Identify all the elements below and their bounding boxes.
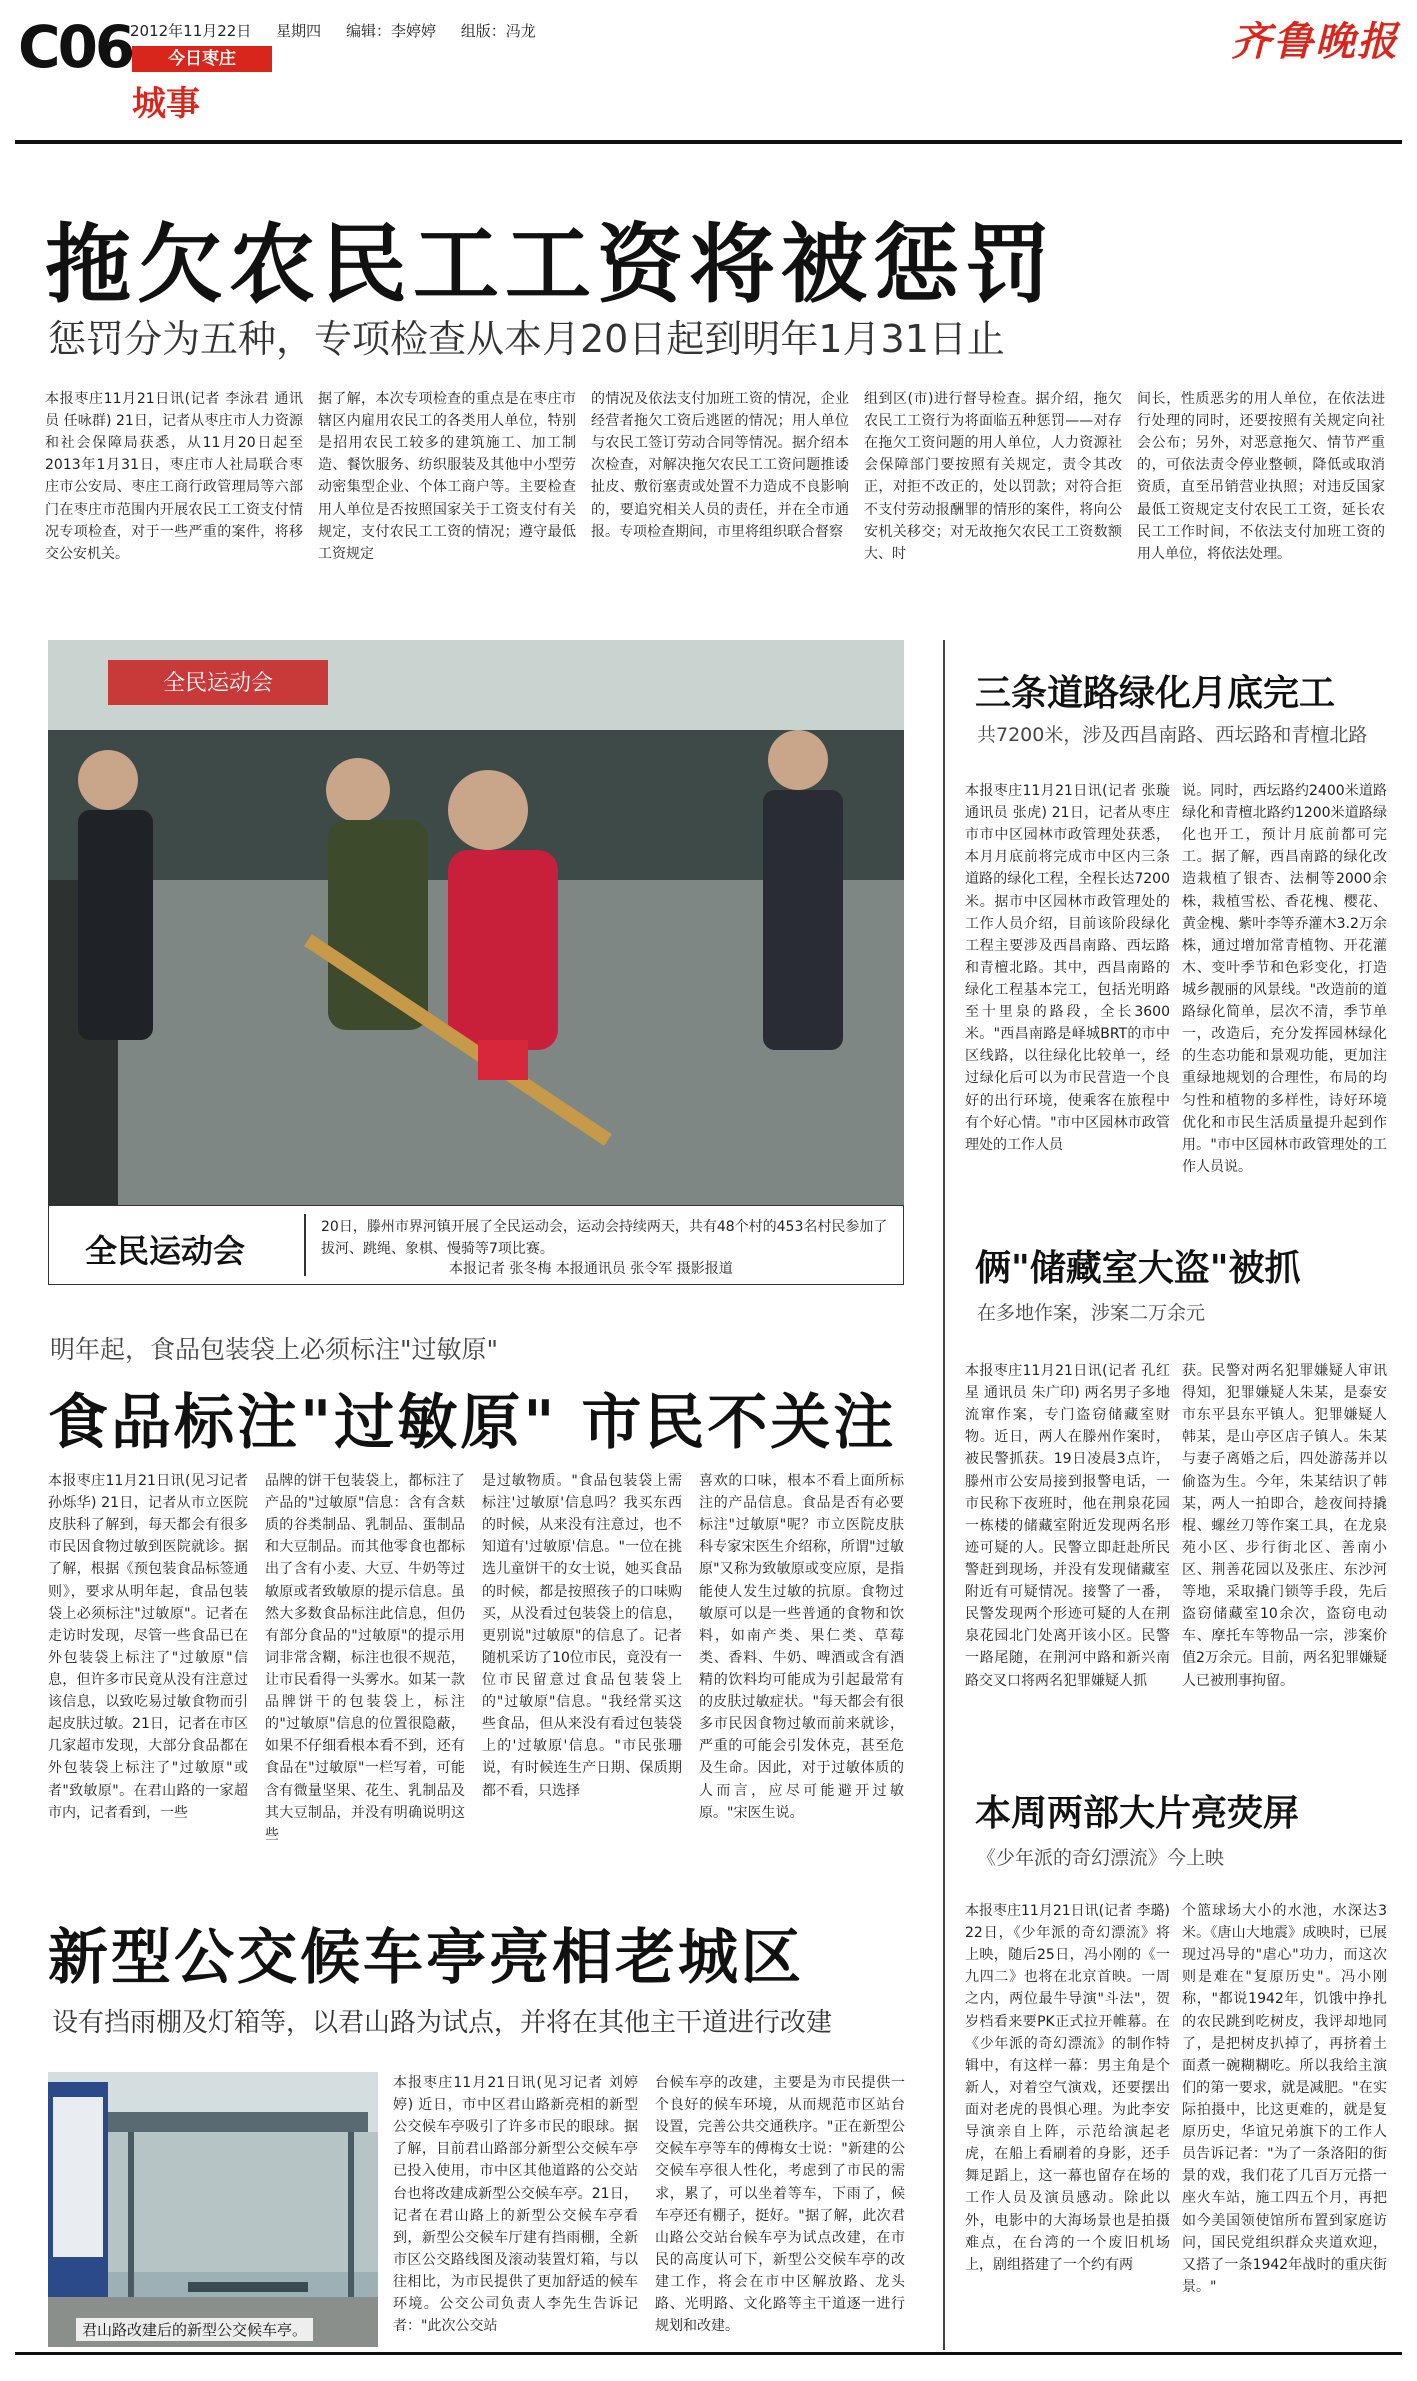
tug-of-war-photo [48,640,904,1205]
bus-shelter-photo [48,2072,378,2347]
allergen-headline: 食品标注"过敏原" 市民不关注 [48,1388,897,1458]
bus-column-2: 台候车亭的改建，主要是为市民提供一个良好的候车环境，从而规范市区站台设置，完善公共交通秩序。"正在新型公交候车亭等车的傅梅女士说："新建的公交候车亭很人性化，考虑到了市民的需求，累了，可以坐着等车，下雨了，候车亭还有棚子，挺好。"据了解，此次君山路公交站台候车亭为试点改建，在市民的高度认可下，新型公交候车亭的改建工作，将会在市中区解放路、龙头路、光明路、文化路等主干道逐一进行规划和改建。 [655,2075,905,2335]
allergen-column-4: 喜欢的口味，根本不看上面所标注的产品信息。食品是否有必要标注"过敏原"呢？市立医院皮肤科专家宋医生介绍称，所谓"过敏原"又称为致敏原或变应原，是指能使人发生过敏的抗原。食物过敏原可以是一些普通的食物和饮料，如南产类、果仁类、草莓类、香料、牛奶、啤酒或含有酒精的饮料均可能成为引起最常有的皮肤过敏症状。"每天都会有很多市民因食物过敏而前来就诊，严重的可能会引发休克，甚至危及生命。因此，对于过敏体质的人而言，应尽可能避开过敏原。"宋医生说。 [699,1473,904,1821]
movie-subheadline: 《少年派的奇幻漂流》今上映 [977,1847,1225,1869]
thief-subheadline: 在多地作案，涉案二万余元 [977,1302,1206,1324]
greening-column-1: 本报枣庄11月21日讯(记者 张璇 通讯员 张虎) 21日，记者从枣庄市市中区园林市政管理处获悉，本月月底前将完成市中区内三条道路的绿化工程，全程长达7200米。据市中区园林市政管理处的工作人员介绍，目前该阶段绿化工程主要涉及西昌南路、西坛路和青檀北路。其中，西昌南路的绿化工程基本完工，包括光明路至十里泉的路段，全长3600米。"西昌南路是峄城BRT的市中区线路，以往绿化比较单一，经过绿化后可以为市民营造一个良好的出行环境，使乘客在旅程中有个好心情。"市中区园林市政管理处的工作人员 [965,783,1170,1153]
bus-column-1: 本报枣庄11月21日讯(见习记者 刘婷婷) 近日，市中区君山路新亮相的新型公交候车亭吸引了许多市民的眼球。据了解，目前君山路部分新型公交候车亭已投入使用，市中区其他道路的公交站台也将改建成新型公交候车亭。21日，记者在君山路上的新型公交候车亭看到，新型公交候车厅建有挡雨棚，全新市区公交路线图及滚动装置灯箱，与以往相比，为市民提供了更加舒适的候车环境。公交公司负责人李先生告诉记者："此次公交站 [393,2075,638,2335]
editor-credit: 编辑：李婷婷 [345,22,436,40]
bus-shelter-illustration [48,2072,378,2347]
page-number: C06 [18,13,133,81]
caption-divider [304,1214,306,1276]
greening-subheadline: 共7200米，涉及西昌南路、西坛路和青檀北路 [977,724,1368,746]
lead-column-3: 的情况及依法支付加班工资的情况，企业经营者拖欠工资后逃匿的情况；用人单位与农民工签订劳动合同等情况。据介绍本次检查，对解决拖欠农民工工资问题推诿扯皮、敷衍塞责或处置不力造成不良影响的，要追究相关人员的责任，并在全市通报。专项检查期间，市里将组织联合督察 [591,391,849,540]
issue-weekday: 星期四 [276,22,322,40]
section-tag: 今日枣庄 [132,46,272,72]
header-rule [15,140,1402,144]
allergen-kicker: 明年起，食品包装袋上必须标注"过敏原" [50,1335,498,1364]
photo-caption-box [48,1205,904,1285]
lead-column-4: 组到区(市)进行督导检查。据介绍，拖欠农民工工资行为将面临五种惩罚——对存在拖欠工资问题的用人单位，人力资源社会保障部门要按照有关规定，责令其改正，对拒不改正的，处以罚款；对符合拒不支付劳动报酬罪的情形的案件，将向公安机关移交；对无故拖欠农民工工资数额大、时 [864,391,1122,562]
photo-caption-credit: 本报记者 张冬梅 本报通讯员 张令军 摄影报道 [449,1261,733,1277]
designer-credit: 组版：冯龙 [460,22,536,40]
photo-caption-text: 20日，滕州市界河镇开展了全民运动会，运动会持续两天，共有48个村的453名村民参加了拔河、跳绳、象棋、慢骑等7项比赛。 [321,1219,888,1258]
greening-headline: 三条道路绿化月底完工 [975,673,1336,714]
issue-date: 2012年11月22日 [130,22,252,40]
lead-column-2: 据了解，本次专项检查的重点是在枣庄市辖区内雇用农民工的各类用人单位，特别是招用农民工较多的建筑施工、加工制造、餐饮服务、纺织服装及其他中小型劳动密集型企业、个体工商户等。主要检查用人单位是否按照国家关于工资支付有关规定，支付农民工工资的情况；遵守最低工资规定 [318,391,576,562]
lead-column-1: 本报枣庄11月21日讯(记者 李泳君 通讯员 任咏群) 21日，记者从枣庄市人力资源和社会保障局获悉，从11月20日起至2013年1月31日，枣庄市人社局联合枣庄市公安局、枣庄工商行政管理局等六部门在枣庄市范围内开展农民工工资支付情况专项检查，对于一些严重的案件，将移交公安机关。 [45,391,303,562]
bus-photo-caption: 君山路改建后的新型公交候车亭。 [76,2318,313,2341]
thief-column-2: 获。民警对两名犯罪嫌疑人审讯得知，犯罪嫌疑人朱某，是泰安市东平县东平镇人。犯罪嫌疑人韩某，是山亭区店子镇人。朱某与妻子离婚之后，四处游荡并以偷盗为生。今年，朱某结识了韩某，两人一拍即合，趁夜间持撬棍、螺丝刀等作案工具，在龙泉苑小区、步行街北区、善南小区、荆善花园以及张庄、东沙河等地，采取撬门锁等手段，先后盗窃储藏室10余次，盗窃电动车、摩托车等物品一宗，涉案价值2万余元。目前，两名犯罪嫌疑人已被刑事拘留。 [1182,1363,1387,1689]
section-name: 城事 [132,84,200,124]
greening-column-2: 说。同时，西坛路约2400米道路绿化和青檀北路约1200米道路绿化也开工，预计月底前都可完工。据了解，西昌南路的绿化改造栽植了银杏、法桐等2000余株，栽植雪松、香花槐、樱花、黄金槐、紫叶李等乔灌木3.2万余株，通过增加常青植物、开花灌木、变叶季节和色彩变化，打造城乡靓丽的风景线。"改造前的道路绿化简单，层次不清，季节单一，改造后，充分发挥园林绿化的生态功能和景观功能，更加注重绿地规划的合理性，布局的均匀性和植物的多样性，诗好环境优化和市民生活质量提升起到作用。"市中区园林市政管理处的工作人员说。 [1182,783,1387,1175]
footer-rule [15,2352,1402,2355]
banner-text: 全民运动会 [162,671,274,696]
column-divider [943,640,945,2350]
header-meta [130,20,556,41]
movie-column-2: 个篮球场大小的水池，水深达3米。《唐山大地震》成映时，已展现过冯导的"虐心"功力，而这次则是难在"复原历史"。冯小刚称，"都说1942年，饥饿中挣扎的农民跳到吃树皮，我评却地同了，是把树皮扒掉了，再挤着土面煮一碗糊糊吃。所以我给主演们的第一要求，就是减肥。"在实际拍摄中，比这更难的，就是复原历史，华谊兄弟旗下的工作人员告诉记者："为了一条洛阳的街景的戏，我们花了几百万元搭一座火车站，施工四五个月，再把如今美国领使馆所布置到家庭访问，国民党组织群众夹道欢迎，又搭了一条1942年战时的重庆街景。" [1182,1903,1387,2295]
lead-column-5: 间长，性质恶劣的用人单位，在依法进行处理的同时，还要按照有关规定向社会公布；另外，对恶意拖欠、情节严重的，可依法责令停业整顿，降低或取消资质，直至吊销营业执照；对违反国家最低工资规定支付农民工工资，延长农民工工作时间，不依法支付加班工资的用人单位，将依法处理。 [1137,391,1385,562]
allergen-column-1: 本报枣庄11月21日讯(见习记者 孙烁华) 21日，记者从市立医院皮肤科了解到，每天都会有很多市民因食物过敏到医院就诊。据了解，根据《预包装食品标签通则》，要求从明年起，食品包装袋上必须标注"过敏原"。记者在走访时发现，尽管一些食品已在外包装袋上标注了"过敏原"信息，但许多市民竟从没有注意过该信息，以致吃易过敏食物而引起皮肤过敏。21日，记者在市区几家超市发现，大部分食品都在外包装袋上标注了"过敏原"或者"致敏原"。在君山路的一家超市内，记者看到，一些 [48,1473,248,1821]
newspaper-logo: 齐鲁晚报 [1231,18,1399,65]
allergen-column-3: 是过敏物质。"食品包装袋上需标注'过敏原'信息吗？我买东西的时候，从来没有注意过，也不知道有'过敏原'信息。"一位在挑选儿童饼干的女士说，她买食品的时候，都是按照孩子的口味购买，从没看过包装袋上的信息，更别说"过敏原"的信息了。记者随机采访了10位市民，竟没有一位市民留意过食品包装袋上的"过敏原"信息。"我经常买这些食品，但从来没有看过包装袋上的'过敏原'信息。"市民张珊说，有时候连生产日期、保质期都不看，只选择 [482,1473,682,1799]
thief-headline: 俩"储藏室大盗"被抓 [975,1248,1301,1289]
allergen-column-2: 品牌的饼干包装袋上，都标注了产品的"过敏原"信息：含有含麸质的谷类制品、乳制品、蛋制品和大豆制品。而其他零食也都标出了含有小麦、大豆、牛奶等过敏原或者致敏原的提示信息。虽然大多数食品标注此信息，但仍有部分食品的"过敏原"的提示用词非常含糊，标注也很不规范，让市民看得一头雾水。如某一款品牌饼干的包装袋上，标注的"过敏原"信息的位置很隐蔽，如果不仔细看根本看不到，还有食品在"过敏原"一栏写着，可能含有微量坚果、花生、乳制品及其大豆制品，并没有明确说明这些 [265,1473,465,1843]
movie-headline: 本周两部大片亮荧屏 [975,1793,1300,1834]
movie-column-1: 本报枣庄11月21日讯(记者 李璐) 22日，《少年派的奇幻漂流》将上映，随后25日，冯小刚的《一九四二》也将在北京首映。一周之内，两位最牛导演"斗法"，贺岁档看来要PK正式拉开帷幕。在《少年派的奇幻漂流》的制作特辑中，有这样一幕：男主角是个新人，对着空气演戏，还要摆出面对老虎的畏惧心理。为此李安导演亲自上阵，示范给演起老虎，在船上看刷着的身影，还手舞足蹈上，这一幕也留存在场的工作人员及演员感动。除此以外，电影中的大海场景也是拍摄难点，在台湾的一个废旧机场上，剧组搭建了一个约有两 [965,1903,1170,2273]
bus-subheadline: 设有挡雨棚及灯箱等，以君山路为试点，并将在其他主干道进行改建 [52,2008,833,2038]
tug-of-war-illustration [48,640,904,1205]
bus-headline: 新型公交候车亭亮相老城区 [48,1923,804,1993]
lead-headline: 拖欠农民工工资将被惩罚 [45,215,1057,315]
lead-subheadline: 惩罚分为五种，专项检查从本月20日起到明年1月31日止 [48,317,1005,361]
photo-caption-title: 全民运动会 [85,1232,246,1270]
thief-column-1: 本报枣庄11月21日讯(记者 孔红星 通讯员 朱广印) 两名男子多地流窜作案，专门盗窃储藏室财物。近日，两人在滕州作案时，被民警抓获。19日凌晨3点许，滕州市公安局接到报警电话，一市民称下夜班时，他在荆泉花园一栋楼的储藏室附近发现两名形迹可疑的人。民警立即赶赴所民警赶到现场，并没有发现储藏室附近有可疑情况。接警了一番，民警发现两个形迹可疑的人在荆泉花园北门处离开该小区。民警一路尾随，在荆河中路和新兴南路交叉口将两名犯罪嫌疑人抓 [965,1363,1170,1689]
